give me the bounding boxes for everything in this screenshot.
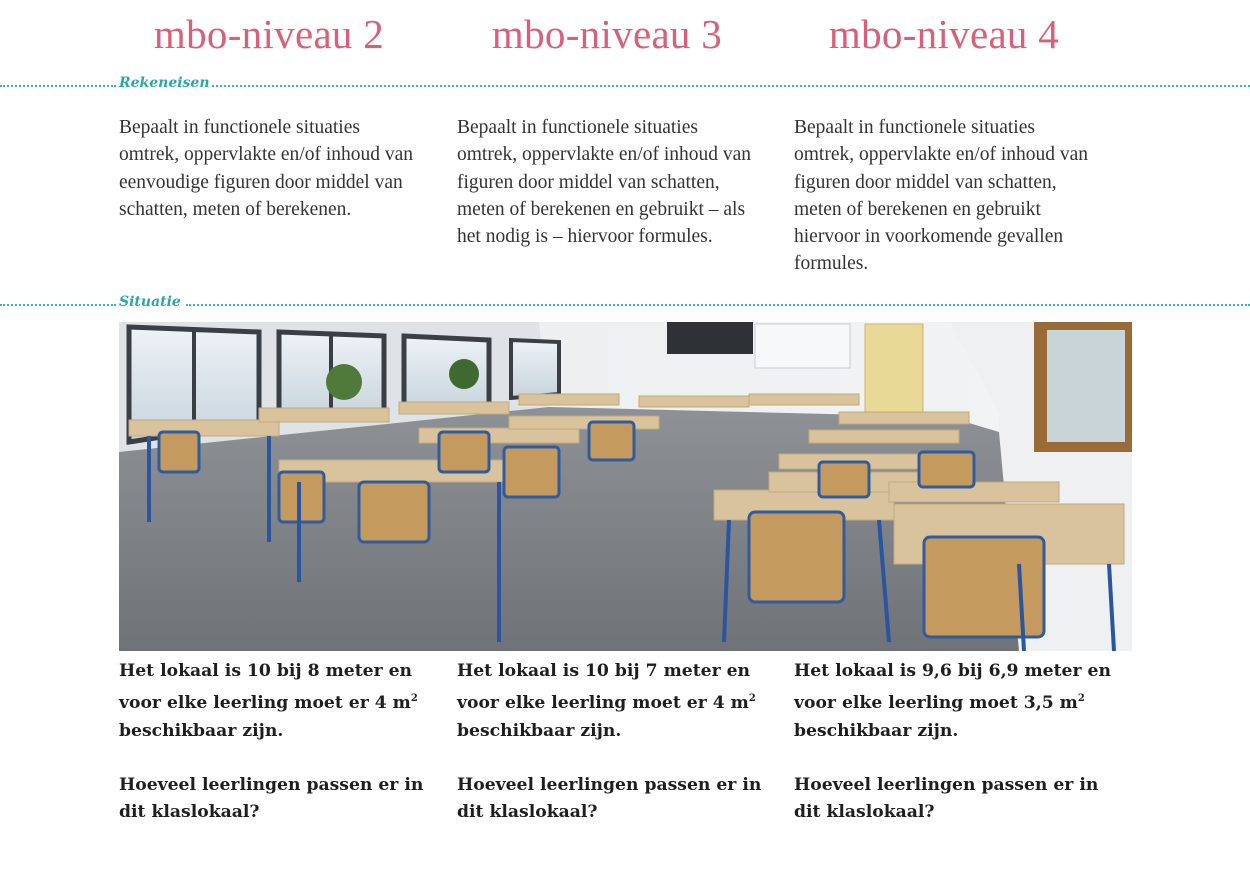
level-4-question: Hoeveel leerlingen passen er in dit klaslokaal? <box>794 774 1099 823</box>
level-3-title: mbo-niveau 3 <box>491 11 723 57</box>
level-4-requirement: Bepaalt in functionele situaties omtrek, oppervlakte en/of inhoud van figuren door middel van schatten, meten of berekenen en gebruikt hiervoor in voorkomende gevallen formules. <box>794 117 1089 275</box>
requirements-divider <box>0 75 1250 92</box>
level-3-situation <box>457 658 777 826</box>
situation-divider <box>0 294 1250 311</box>
level-3-requirement: Bepaalt in functionele situaties omtrek, oppervlakte en/of inhoud van figuren door middel van schatten, meten of berekenen en gebruikt – als het nodig is – hiervoor formules. <box>457 117 752 248</box>
classroom-photo <box>119 322 1132 651</box>
level-2-requirement: Bepaalt in functionele situaties omtrek, oppervlakte en/of inhoud van eenvoudige figuren door middel van schatten, meten of berekenen. <box>119 117 414 220</box>
level-3-question: Hoeveel leerlingen passen er in dit klaslokaal? <box>457 774 762 823</box>
level-3-situation-text: Het lokaal is 10 bij 7 meter en voor elke leerling moet er 4 $m^2$ beschikbaar zijn. <box>457 661 756 741</box>
situation-section-label: Situatie <box>119 294 185 310</box>
level-2-title: mbo-niveau 2 <box>153 11 385 57</box>
level-2-situation <box>119 658 439 826</box>
level-4-title: mbo-niveau 4 <box>828 11 1060 57</box>
requirements-section-label: Rekeneisen <box>119 75 214 91</box>
level-2-question: Hoeveel leerlingen passen er in dit klaslokaal? <box>119 774 424 823</box>
level-4-situation-text: Het lokaal is 9,6 bij 6,9 meter en voor elke leerling moet 3,5 $m^2$ beschikbaar zijn. <box>794 661 1111 741</box>
level-4-situation <box>794 658 1114 826</box>
level-2-situation-text: Het lokaal is 10 bij 8 meter en voor elke leerling moet er 4 $m^2$ beschikbaar zijn. <box>119 661 418 741</box>
